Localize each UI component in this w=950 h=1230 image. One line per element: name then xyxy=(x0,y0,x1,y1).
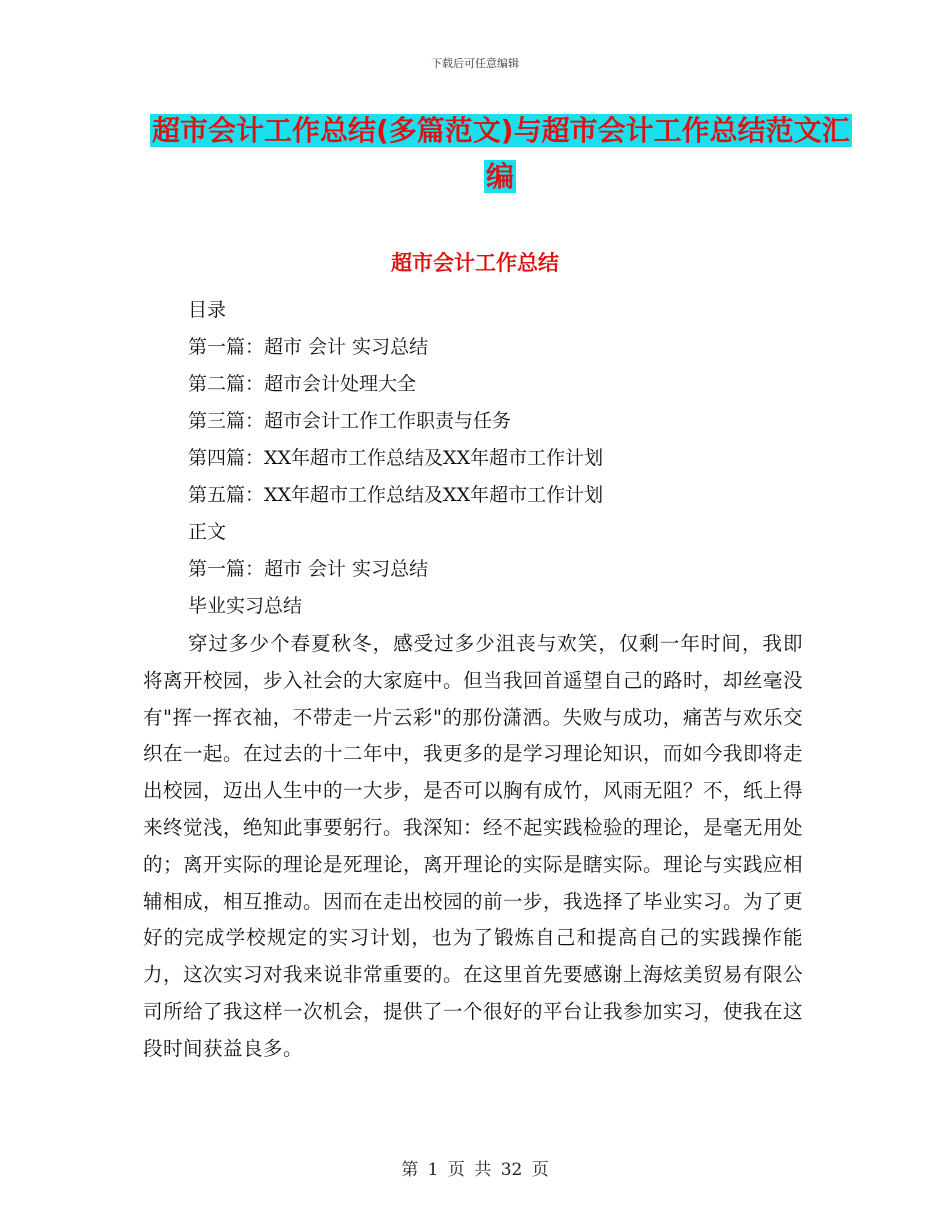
body-heading: 正文 xyxy=(188,521,227,543)
toc-item: 第五篇：XX年超市工作总结及XX年超市工作计划 xyxy=(188,484,604,506)
body-paragraph: 穿过多少个春夏秋冬，感受过多少沮丧与欢笑，仅剩一年时间，我即将离开校园，步入社会的大家庭中。但当我回首遥望自己的路时，却丝毫没有"挥一挥衣袖，不带走一片云彩"的那份潇洒。失败与成功，痛苦与欢乐交织在一起。在过去的十二年中，我更多的是学习理论知识，而如今我即将走出校园，迈出人生中的一大步，是否可以胸有成竹，风雨无阻？不，纸上得来终觉浅，绝知此事要躬行。我深知：经不起实践检验的理论，是毫无用处的；离开实际的理论是死理论，离开理论的实际是瞎实际。理论与实践应相辅相成，相互推动。因而在走出校园的前一步，我选择了毕业实习。为了更好的完成学校规定的实习计划，也为了锻炼自己和提高自己的实践操作能力，这次实习对我来说非常重要的。在这里首先要感谢上海炫美贸易有限公司所给了我这样一次机会，提供了一个很好的平台让我参加实习，使我在这段时间获益良多。 xyxy=(143,632,804,1060)
toc-item: 第一篇：超市 会计 实习总结 xyxy=(188,336,429,358)
toc-item: 第三篇：超市会计工作工作职责与任务 xyxy=(188,410,512,432)
document-title-text: 超市会计工作总结(多篇范文)与超市会计工作总结范文汇编 xyxy=(152,114,850,193)
toc-heading: 目录 xyxy=(188,299,227,321)
toc-list xyxy=(188,292,603,625)
chapter-heading: 第一篇：超市 会计 实习总结 xyxy=(188,558,429,580)
header-note: 下载后可任意编辑 xyxy=(431,57,519,70)
toc-item: 第二篇：超市会计处理大全 xyxy=(188,373,417,395)
section-title: 超市会计工作总结 xyxy=(391,251,559,275)
document-title xyxy=(150,108,850,200)
subsection-heading: 毕业实习总结 xyxy=(188,595,303,617)
toc-item: 第四篇：XX年超市工作总结及XX年超市工作计划 xyxy=(188,447,604,469)
page-footer: 第 1 页 共 32 页 xyxy=(401,1160,549,1180)
